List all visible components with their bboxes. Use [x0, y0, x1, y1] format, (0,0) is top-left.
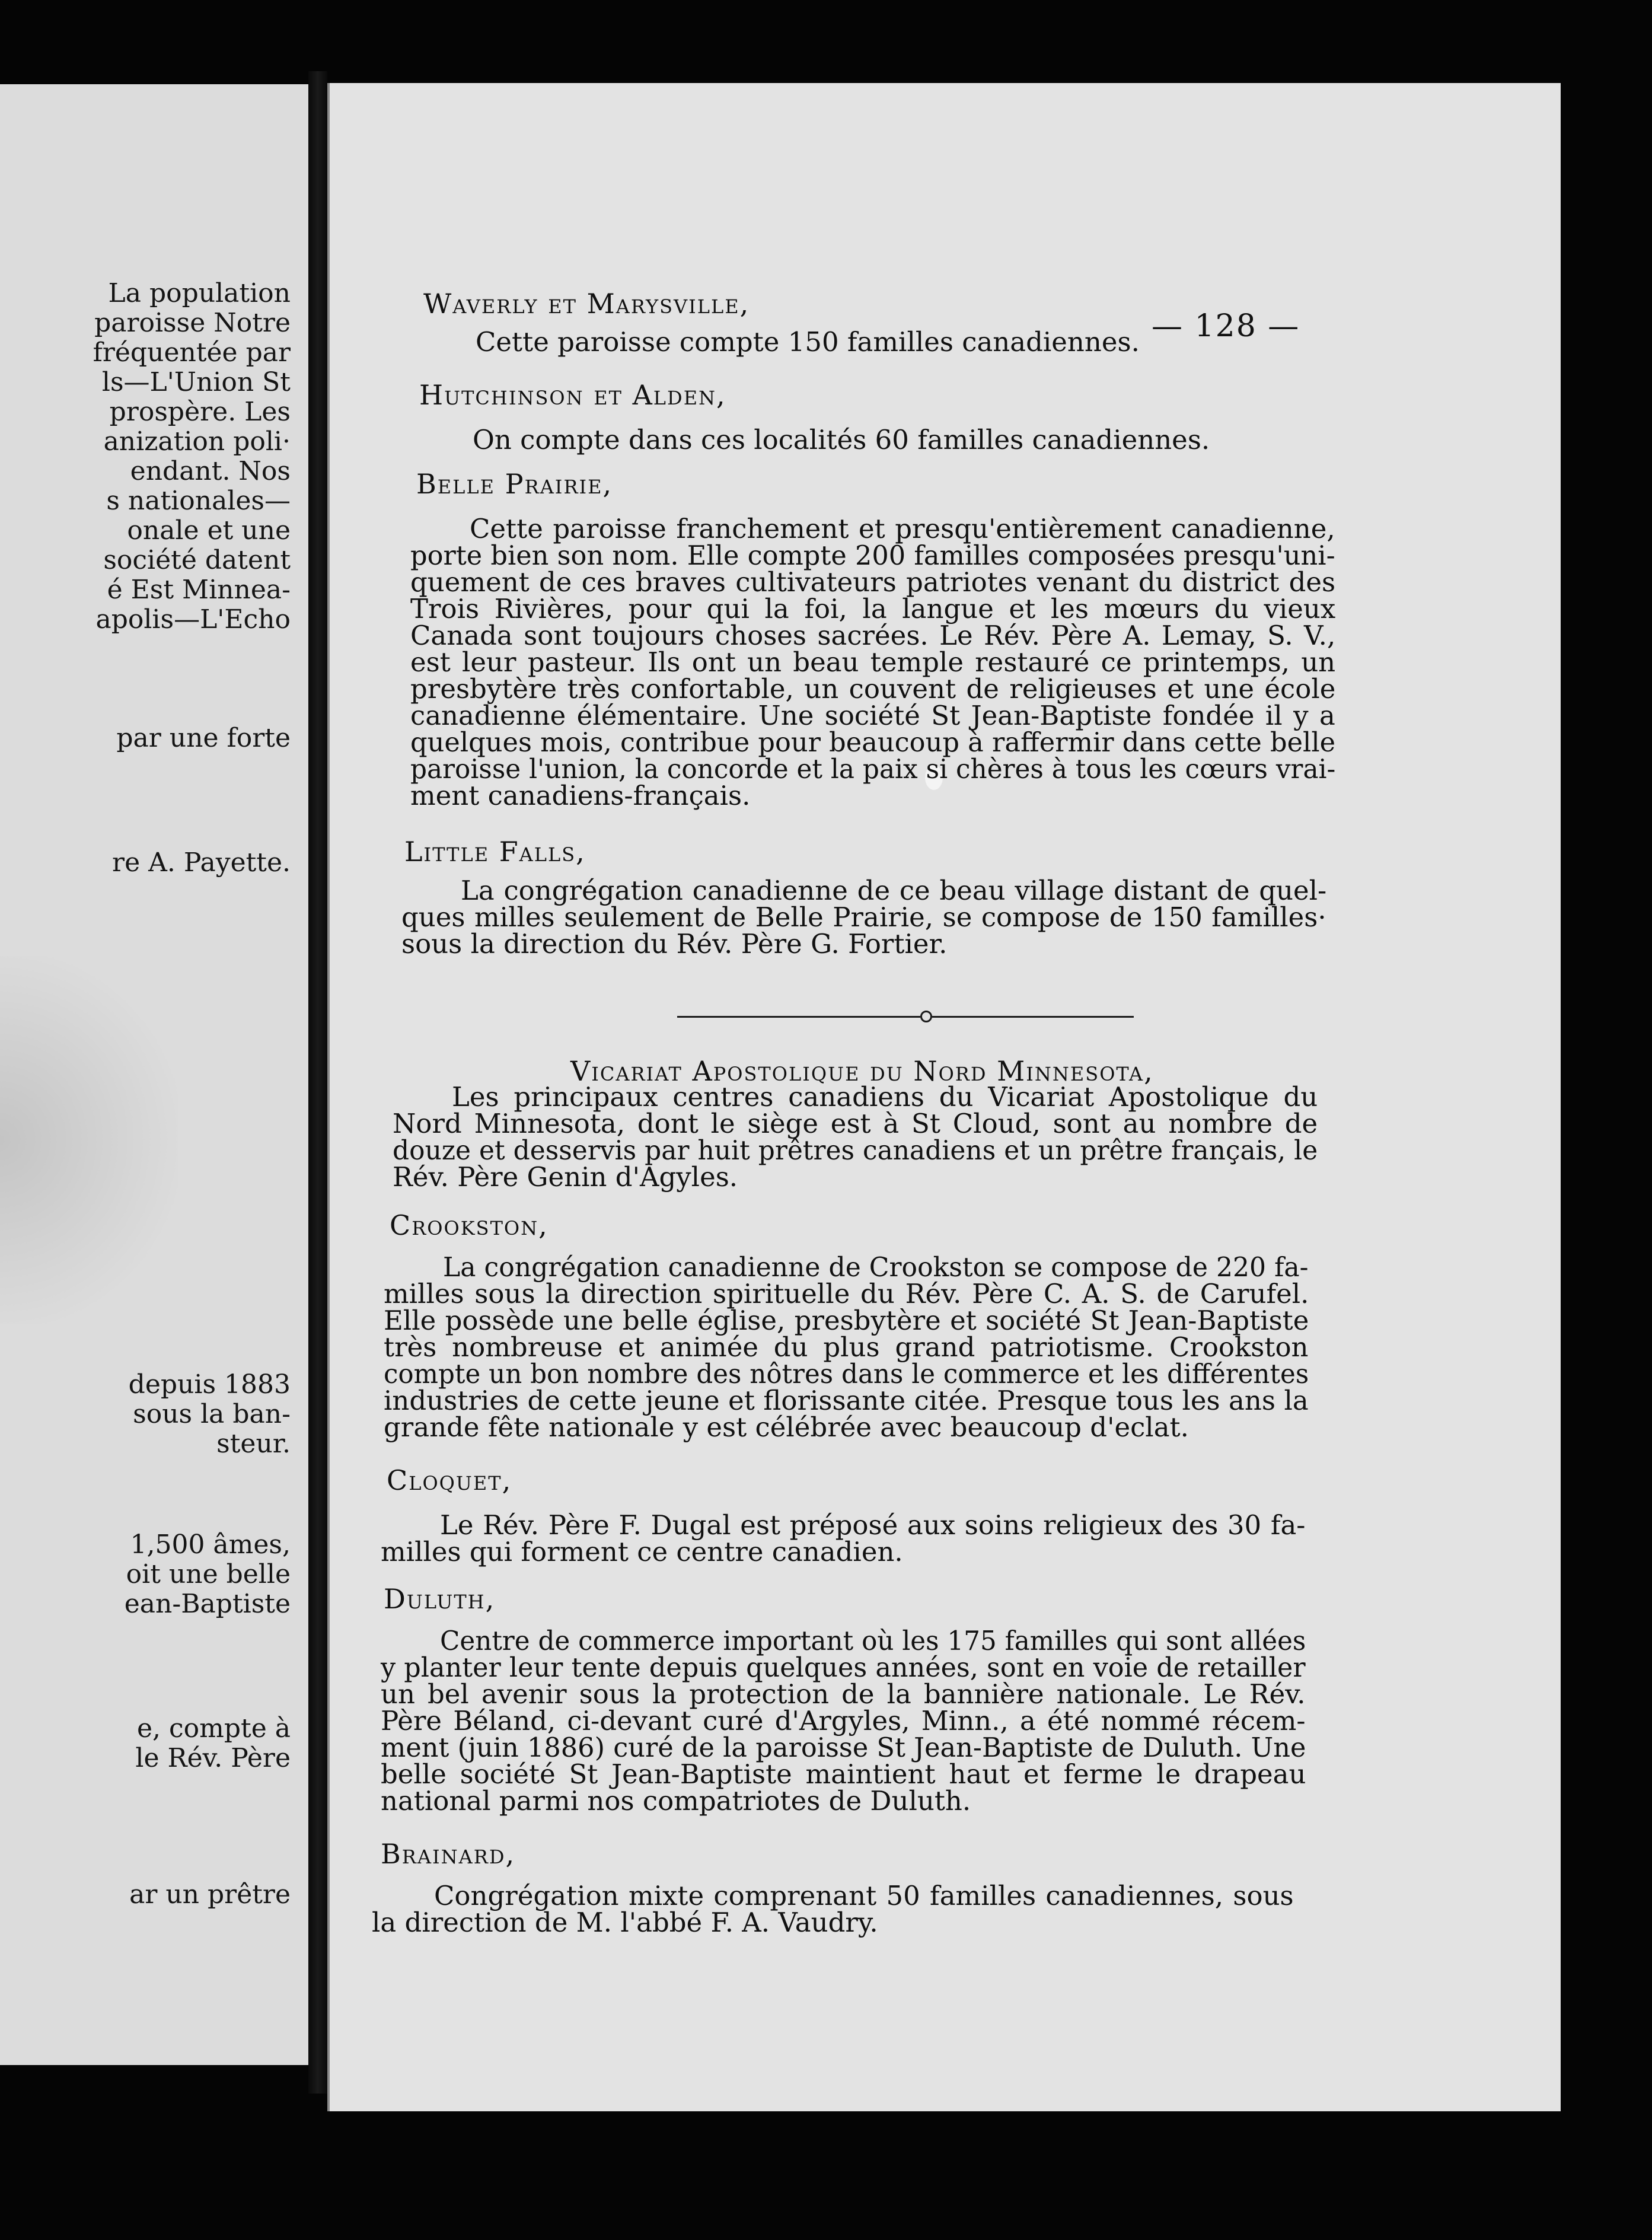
left-page-line: s nationales—: [106, 486, 291, 516]
section-heading-little-falls: Little Falls,: [404, 836, 586, 868]
body-line-crookston: Elle possède une belle église, presbytère et société St Jean-Baptiste: [384, 1305, 1309, 1336]
left-page-line: steur.: [216, 1429, 291, 1459]
body-line-little-falls: sous la direction du Rév. Père G. Fortier.: [401, 928, 948, 960]
body-line-duluth: national parmi nos compatriotes de Duluth.: [381, 1785, 971, 1817]
vicariat-heading: Vicariat Apostolique du Nord Minnesota,: [570, 1055, 1154, 1087]
body-line-belle-prairie: quelques mois, contribue pour beaucoup à raffermir dans cette belle: [410, 727, 1336, 758]
left-page-stain: [0, 956, 178, 1324]
body-line-crookston: compte un bon nombre des nôtres dans le commerce et les différentes: [384, 1358, 1309, 1390]
left-page-line: paroisse Notre: [94, 308, 291, 338]
left-page-line: sous la ban-: [133, 1400, 291, 1429]
left-page-line: onale et une: [127, 516, 291, 546]
body-line-crookston: très nombreuse et animée du plus grand patriotisme. Crookston: [384, 1331, 1309, 1363]
section-divider-left: [677, 1016, 920, 1018]
body-line-little-falls: ques milles seulement de Belle Prairie, se compose de 150 familles·: [401, 901, 1326, 933]
body-line-waverly: Cette paroisse compte 150 familles canadiennes.: [476, 326, 1140, 358]
section-divider-right: [932, 1016, 1134, 1018]
left-page-line: ls—L'Union St: [101, 368, 291, 397]
section-heading-hutchinson: Hutchinson et Alden,: [419, 379, 726, 411]
left-page-line: e, compte à: [137, 1714, 291, 1744]
left-page-line: re A. Payette.: [112, 848, 291, 878]
left-page-line: société datent: [103, 546, 291, 575]
body-line-belle-prairie: ment canadiens-français.: [410, 780, 751, 811]
body-line-duluth: belle société St Jean-Baptiste maintient haut et ferme le drapeau: [381, 1758, 1306, 1790]
body-line-duluth: Centre de commerce important où les 175 familles qui sont allées: [440, 1625, 1306, 1656]
body-line-belle-prairie: presbytère très confortable, un couvent de religieuses et une école: [410, 673, 1336, 705]
body-line-duluth: y planter leur tente depuis quelques années, sont en voie de retailler: [381, 1652, 1306, 1683]
left-page-line: apolis—L'Echo: [95, 605, 291, 635]
left-page-line: fréquentée par: [93, 338, 291, 368]
body-line-belle-prairie: porte bien son nom. Elle compte 200 familles composées presqu'uni-: [410, 540, 1335, 571]
body-line-belle-prairie: quement de ces braves cultivateurs patriotes venant du district des: [410, 566, 1336, 598]
body-line-belle-prairie: paroisse l'union, la concorde et la paix si chères à tous les cœurs vrai-: [410, 753, 1336, 785]
section-heading-belle-prairie: Belle Prairie,: [416, 468, 613, 500]
left-page-line: par une forte: [116, 724, 291, 753]
body-line-cloquet: Le Rév. Père F. Dugal est préposé aux soins religieux des 30 fa-: [440, 1509, 1306, 1541]
left-facing-page: [0, 84, 312, 2065]
body-line-belle-prairie: est leur pasteur. Ils ont un beau temple restauré ce printemps, un: [410, 646, 1336, 678]
left-page-line: le Rév. Père: [135, 1744, 291, 1773]
body-line-duluth: ment (juin 1886) curé de la paroisse St Jean-Baptiste de Duluth. Une: [381, 1732, 1306, 1763]
left-page-line: prospère. Les: [109, 397, 291, 427]
left-page-line: ean-Baptiste: [124, 1589, 291, 1619]
body-line-brainard: la direction de M. l'abbé F. A. Vaudry.: [372, 1907, 878, 1938]
left-page-line: endant. Nos: [130, 457, 291, 486]
body-line-vicariat-intro: Nord Minnesota, dont le siège est à St Cloud, sont au nombre de: [393, 1108, 1318, 1139]
body-line-belle-prairie: Canada sont toujours choses sacrées. Le Rév. Père A. Lemay, S. V.,: [410, 620, 1336, 651]
body-line-duluth: un bel avenir sous la protection de la bannière nationale. Le Rév.: [381, 1678, 1306, 1710]
section-heading-cloquet: Cloquet,: [387, 1464, 512, 1496]
body-line-cloquet: milles qui forment ce centre canadien.: [381, 1536, 903, 1567]
section-heading-waverly: Waverly et Marysville,: [423, 288, 750, 320]
body-line-little-falls: La congrégation canadienne de ce beau village distant de quel-: [461, 875, 1327, 906]
body-line-crookston: industries de cette jeune et florissante citée. Presque tous les ans la: [384, 1385, 1309, 1416]
body-line-brainard: Congrégation mixte comprenant 50 familles canadiennes, sous: [434, 1880, 1294, 1911]
left-page-line: depuis 1883: [128, 1370, 291, 1400]
section-heading-crookston: Crookston,: [390, 1209, 548, 1241]
book-gutter: [308, 71, 327, 2094]
left-page-line: oit une belle: [126, 1560, 291, 1589]
section-divider-ornament: [920, 1011, 932, 1022]
body-line-belle-prairie: canadienne élémentaire. Une société St Jean-Baptiste fondée il y a: [410, 700, 1335, 731]
body-line-duluth: Père Béland, ci-devant curé d'Argyles, Minn., a été nommé récem-: [381, 1705, 1306, 1736]
body-line-belle-prairie: Trois Rivières, pour qui la foi, la langue et les mœurs du vieux: [410, 593, 1336, 624]
body-line-hutchinson: On compte dans ces localités 60 familles canadiennes.: [473, 424, 1210, 455]
body-line-crookston: La congrégation canadienne de Crookston se compose de 220 fa-: [443, 1251, 1309, 1283]
page-number: — 128 —: [1152, 308, 1300, 344]
body-line-crookston: grande fête nationale y est célébrée avec beaucoup d'eclat.: [384, 1411, 1189, 1443]
left-page-line: ar un prêtre: [129, 1880, 291, 1910]
section-heading-duluth: Duluth,: [384, 1583, 496, 1615]
left-page-line: é Est Minnea-: [107, 575, 291, 605]
body-line-crookston: milles sous la direction spirituelle du Rév. Père C. A. S. de Carufel.: [384, 1278, 1309, 1309]
left-page-line: 1,500 âmes,: [130, 1530, 291, 1560]
body-line-vicariat-intro: Les principaux centres canadiens du Vicariat Apostolique du: [452, 1081, 1318, 1113]
body-line-belle-prairie: Cette paroisse franchement et presqu'entièrement canadienne,: [470, 513, 1335, 544]
body-line-vicariat-intro: Rév. Père Genin d'Agyles.: [393, 1161, 738, 1193]
section-heading-brainard: Brainard,: [381, 1838, 516, 1870]
body-line-vicariat-intro: douze et desservis par huit prêtres canadiens et un prêtre français, le: [393, 1135, 1318, 1166]
main-page: [327, 83, 1561, 2111]
left-page-line: anization poli·: [103, 427, 291, 457]
left-page-line: La population: [108, 279, 291, 308]
